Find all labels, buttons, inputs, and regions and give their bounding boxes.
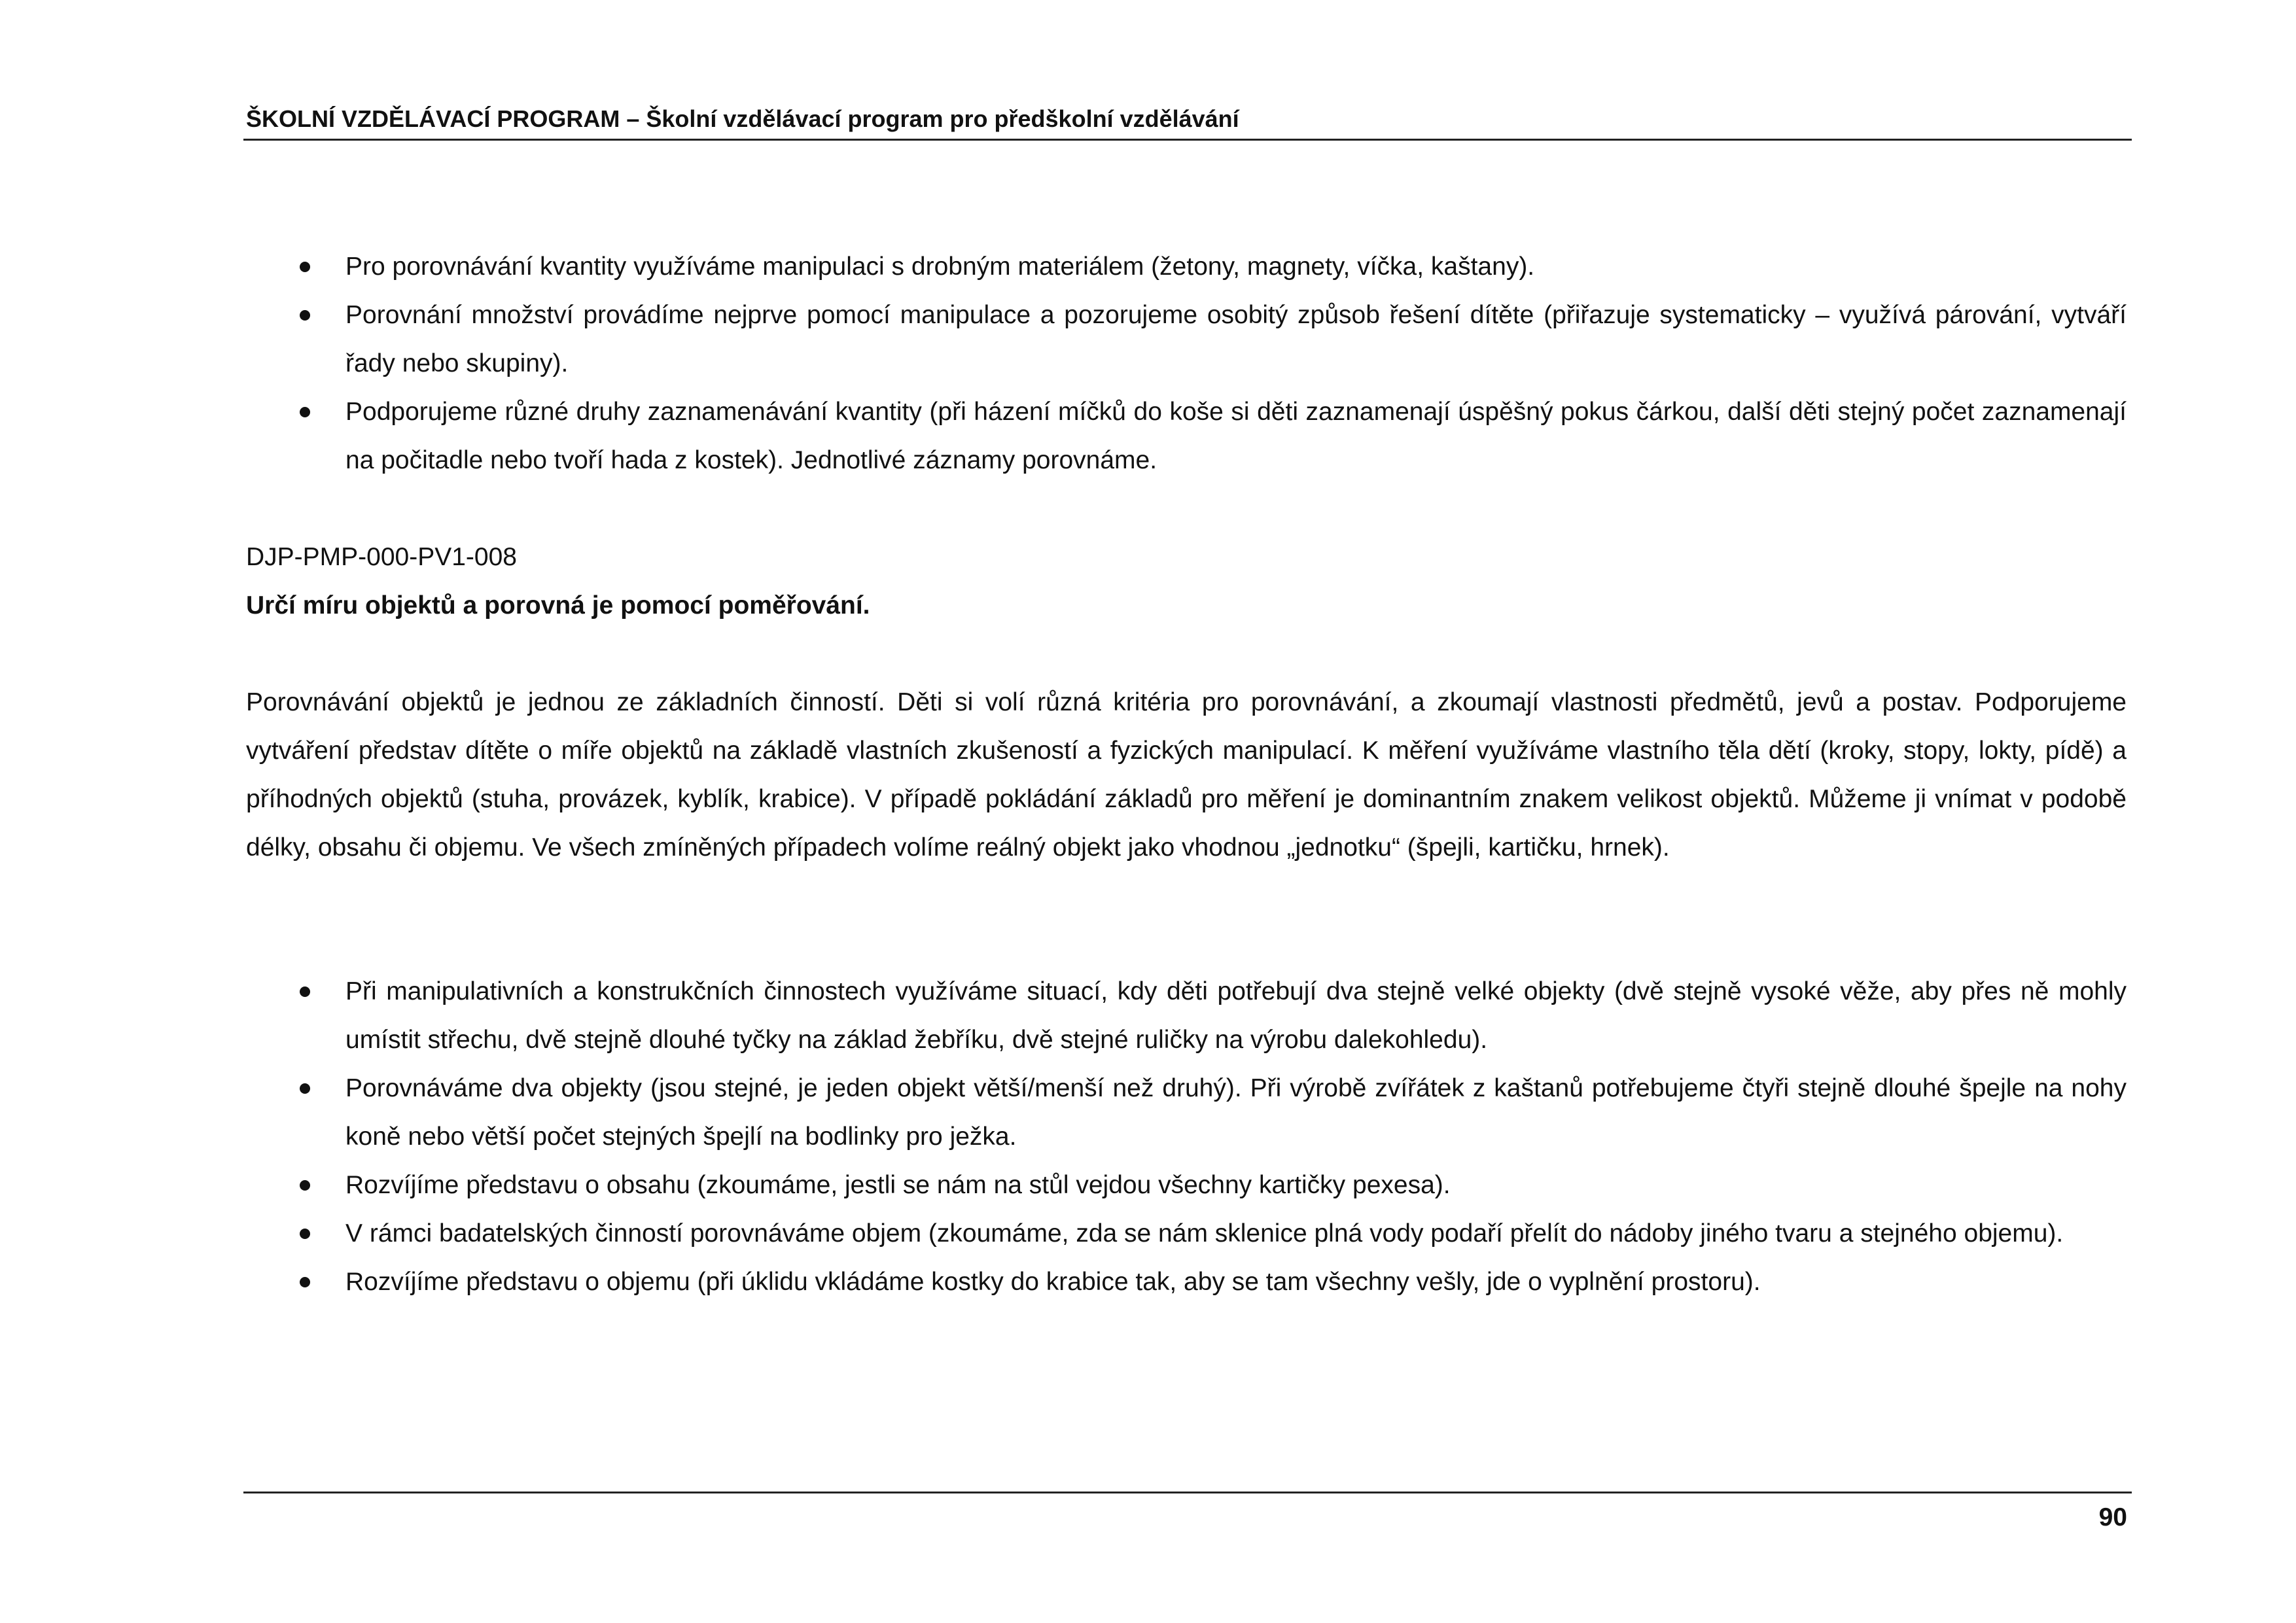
list-item xyxy=(246,1161,2127,1210)
bullet-icon xyxy=(300,1083,310,1094)
list-item-text: Porovnáváme dva objekty (jsou stejné, je jeden objekt větší/menší než druhý). Při výrobě zvířátek z kaštanů potřebujeme čtyři stejně dlouhé špejle na nohy koně nebo větší počet stejných špejlí na bodlinky pro ježka. xyxy=(345,1074,2127,1151)
running-header: ŠKOLNÍ VZDĚLÁVACÍ PROGRAM – Školní vzdělávací program pro předškolní vzdělávání xyxy=(246,105,1239,132)
bullet-list-quantity xyxy=(246,243,2127,485)
list-item-text: Rozvíjíme představu o objemu (při úklidu vkládáme kostky do krabice tak, aby se tam všechny vešly, jde o vyplnění prostoru). xyxy=(345,1268,1761,1296)
page-number: 90 xyxy=(2098,1503,2127,1531)
section-heading: Určí míru objektů a porovná je pomocí poměřování. xyxy=(246,591,870,620)
bullet-list-measure xyxy=(246,968,2127,1306)
list-item-text: Podporujeme různé druhy zaznamenávání kvantity (při házení míčků do koše si děti zaznamenají úspěšný pokus čárkou, další děti stejný počet zaznamenají na počitadle nebo tvoří hada z kostek). Jednotlivé záznamy porovnáme. xyxy=(345,398,2127,474)
header-divider xyxy=(243,139,2132,141)
list-item xyxy=(246,968,2127,1064)
bullet-icon xyxy=(300,1277,310,1287)
section-heading-block xyxy=(246,533,2127,630)
bullet-icon xyxy=(300,1180,310,1191)
list-item-text: Rozvíjíme představu o obsahu (zkoumáme, jestli se nám na stůl vejdou všechny kartičky pexesa). xyxy=(345,1171,1451,1199)
list-item-text: Při manipulativních a konstrukčních činnostech využíváme situací, kdy děti potřebují dva stejně velké objekty (dvě stejně vysoké věže, aby přes ně mohly umístit střechu, dvě stejně dlouhé tyčky na základ žebříku, dvě stejné ruličky na výrobu dalekohledu). xyxy=(345,977,2127,1054)
body-paragraph: Porovnávání objektů je jednou ze základních činností. Děti si volí různá kritéria pro porovnávání, a zkoumají vlastnosti předmětů, jevů a postav. Podporujeme vytváření představ dítěte o míře objektů na základě vlastních zkušeností a fyzických manipulací. K měření využíváme vlastního těla dětí (kroky, stopy, lokty, pídě) a příhodných objektů (stuha, provázek, kyblík, krabice). V případě pokládání základů pro měření je dominantním znakem velikost objektů. Můžeme ji vnímat v podobě délky, obsahu či objemu. Ve všech zmíněných případech volíme reálný objekt jako vhodnou „jednotku“ (špejli, kartičku, hrnek). xyxy=(246,688,2127,862)
list-item xyxy=(246,243,2127,291)
list-item xyxy=(246,388,2127,485)
list-item xyxy=(246,1210,2127,1258)
list-item xyxy=(246,1258,2127,1306)
bullet-icon xyxy=(300,1229,310,1239)
bullet-icon xyxy=(300,407,310,417)
body-paragraph-block xyxy=(246,678,2127,872)
bullet-icon xyxy=(300,986,310,997)
list-item xyxy=(246,1064,2127,1161)
list-item-text: Pro porovnávání kvantity využíváme manipulaci s drobným materiálem (žetony, magnety, víčka, kaštany). xyxy=(345,253,1535,281)
list-item xyxy=(246,291,2127,388)
section-code: DJP-PMP-000-PV1-008 xyxy=(246,543,517,571)
list-item-text: Porovnání množství provádíme nejprve pomocí manipulace a pozorujeme osobitý způsob řešení dítěte (přiřazuje systematicky – využívá párování, vytváří řady nebo skupiny). xyxy=(345,301,2127,377)
footer-divider xyxy=(243,1492,2132,1493)
list-item-text: V rámci badatelských činností porovnáváme objem (zkoumáme, zda se nám sklenice plná vody podaří přelít do nádoby jiného tvaru a stejného objemu). xyxy=(345,1219,2064,1248)
bullet-icon xyxy=(300,310,310,321)
bullet-icon xyxy=(300,262,310,272)
